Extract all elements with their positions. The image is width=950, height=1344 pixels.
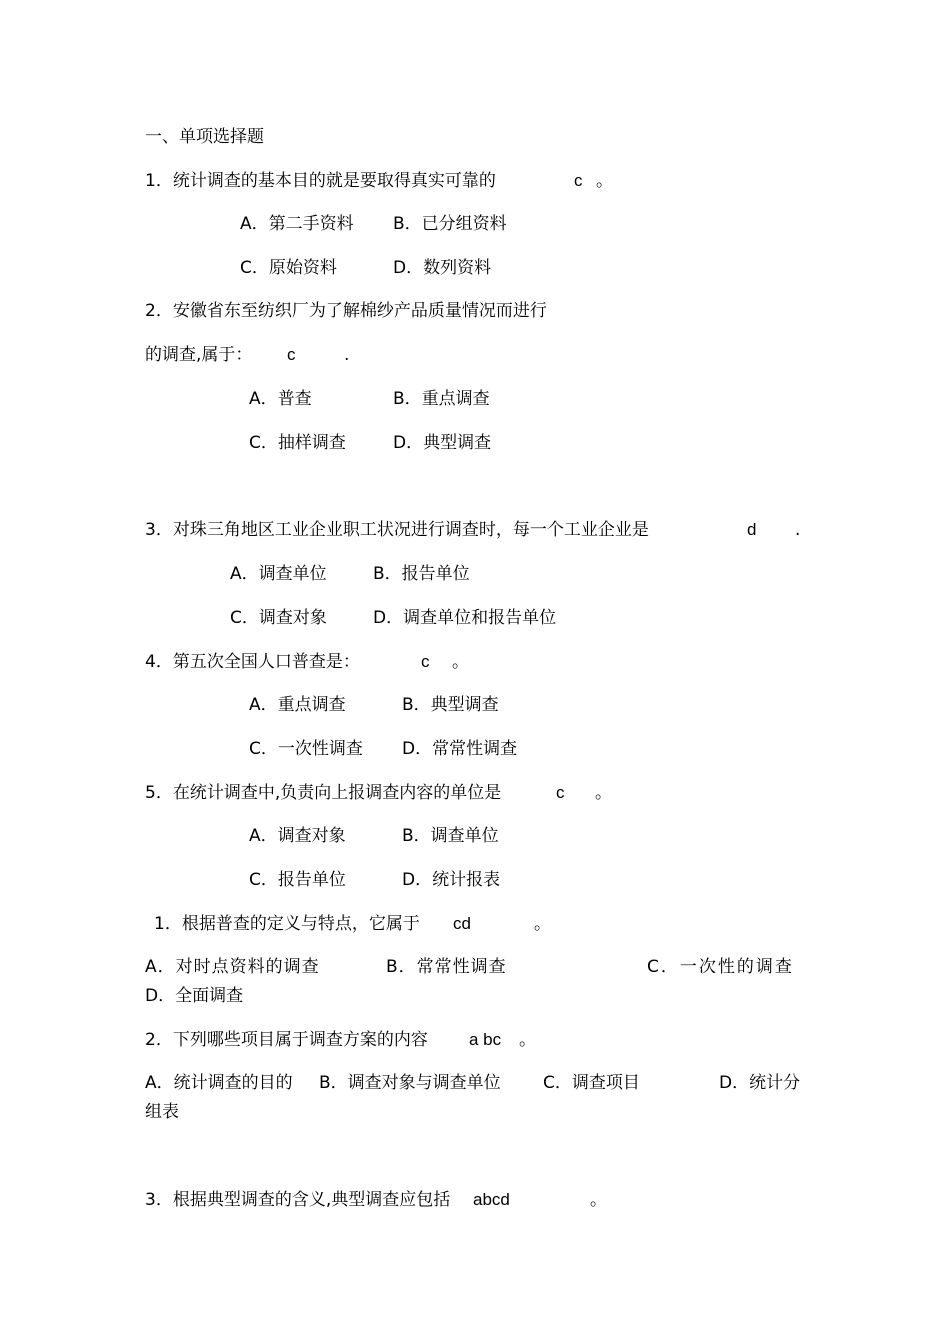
multi-question-2-option-a: A．统计调查的目的 bbox=[145, 1073, 293, 1093]
question-3-option-b: B．报告单位 bbox=[373, 564, 470, 584]
question-2-option-b: B．重点调查 bbox=[393, 389, 490, 409]
multi-question-2-stem: 2．下列哪些项目属于调查方案的内容 bbox=[145, 1030, 428, 1050]
multi-question-1-option-d: D．全面调查 bbox=[145, 986, 244, 1006]
question-2-end: . bbox=[344, 345, 350, 365]
multi-question-2-end: 。 bbox=[519, 1030, 536, 1050]
question-1-answer: c bbox=[574, 171, 583, 190]
multi-question-1-option-b: B．常常性调查 bbox=[386, 957, 507, 977]
question-5-end: 。 bbox=[595, 783, 612, 803]
question-5-option-b: B．调查单位 bbox=[402, 826, 499, 846]
question-2-stem: 2．安徽省东至纺织厂为了解棉纱产品质量情况而进行 bbox=[145, 301, 547, 321]
question-1-option-d: D．数列资料 bbox=[393, 258, 492, 278]
section-title: 一、单项选择题 bbox=[145, 127, 264, 147]
question-1-option-a: A．第二手资料 bbox=[240, 214, 354, 234]
question-1-end: 。 bbox=[596, 171, 613, 191]
multi-question-3-end: 。 bbox=[590, 1190, 607, 1210]
question-4-stem: 4．第五次全国人口普查是： bbox=[145, 652, 360, 672]
question-4-option-d: D．常常性调查 bbox=[402, 739, 518, 759]
question-4-option-b: B．典型调查 bbox=[402, 695, 499, 715]
question-3-option-d: D．调查单位和报告单位 bbox=[373, 608, 557, 628]
question-5-stem: 5．在统计调查中,负责向上报调查内容的单位是 bbox=[145, 783, 502, 803]
multi-question-2-option-d: D．统计分 bbox=[719, 1073, 801, 1093]
question-2-option-c: C．抽样调查 bbox=[249, 433, 346, 453]
question-2-answer: c bbox=[287, 345, 296, 364]
question-5-option-a: A．调查对象 bbox=[249, 826, 346, 846]
question-3-option-a: A．调查单位 bbox=[230, 564, 327, 584]
multi-question-1-end: 。 bbox=[534, 914, 551, 934]
multi-question-2-option-b: B．调查对象与调查单位 bbox=[319, 1073, 501, 1093]
question-5-option-d: D．统计报表 bbox=[402, 870, 501, 890]
multi-question-1-answer: cd bbox=[453, 914, 471, 933]
question-1-option-b: B．已分组资料 bbox=[393, 214, 507, 234]
question-2-option-d: D．典型调查 bbox=[393, 433, 492, 453]
question-5-answer: c bbox=[556, 783, 565, 802]
question-4-option-c: C．一次性调查 bbox=[249, 739, 363, 759]
question-3-end: . bbox=[795, 520, 801, 540]
question-1-stem: 1．统计调查的基本目的就是要取得真实可靠的 bbox=[145, 171, 496, 191]
question-4-option-a: A．重点调查 bbox=[249, 695, 346, 715]
multi-question-2-option-d-cont: 组表 bbox=[145, 1102, 179, 1122]
multi-question-3-stem: 3．根据典型调查的含义,典型调查应包括 bbox=[145, 1190, 451, 1210]
question-2-option-a: A．普查 bbox=[249, 389, 312, 409]
multi-question-2-answer: a bc bbox=[469, 1030, 502, 1049]
multi-question-2-option-c: C．调查项目 bbox=[543, 1073, 640, 1093]
question-3-option-c: C．调查对象 bbox=[230, 608, 327, 628]
question-4-answer: c bbox=[421, 652, 430, 671]
question-4-end: 。 bbox=[452, 652, 469, 672]
question-3-answer: d bbox=[747, 520, 757, 539]
question-2-stem-cont: 的调查,属于： bbox=[145, 345, 253, 365]
multi-question-1-option-a: A．对时点资料的调查 bbox=[145, 957, 320, 977]
question-3-stem: 3．对珠三角地区工业企业职工状况进行调查时，每一个工业企业是 bbox=[145, 520, 649, 540]
question-5-option-c: C．报告单位 bbox=[249, 870, 346, 890]
multi-question-1-stem: 1．根据普查的定义与特点，它属于 bbox=[154, 914, 420, 934]
multi-question-3-answer: abcd bbox=[473, 1190, 510, 1209]
multi-question-1-option-c: C．一次性的调查 bbox=[647, 957, 794, 977]
question-1-option-c: C．原始资料 bbox=[240, 258, 337, 278]
